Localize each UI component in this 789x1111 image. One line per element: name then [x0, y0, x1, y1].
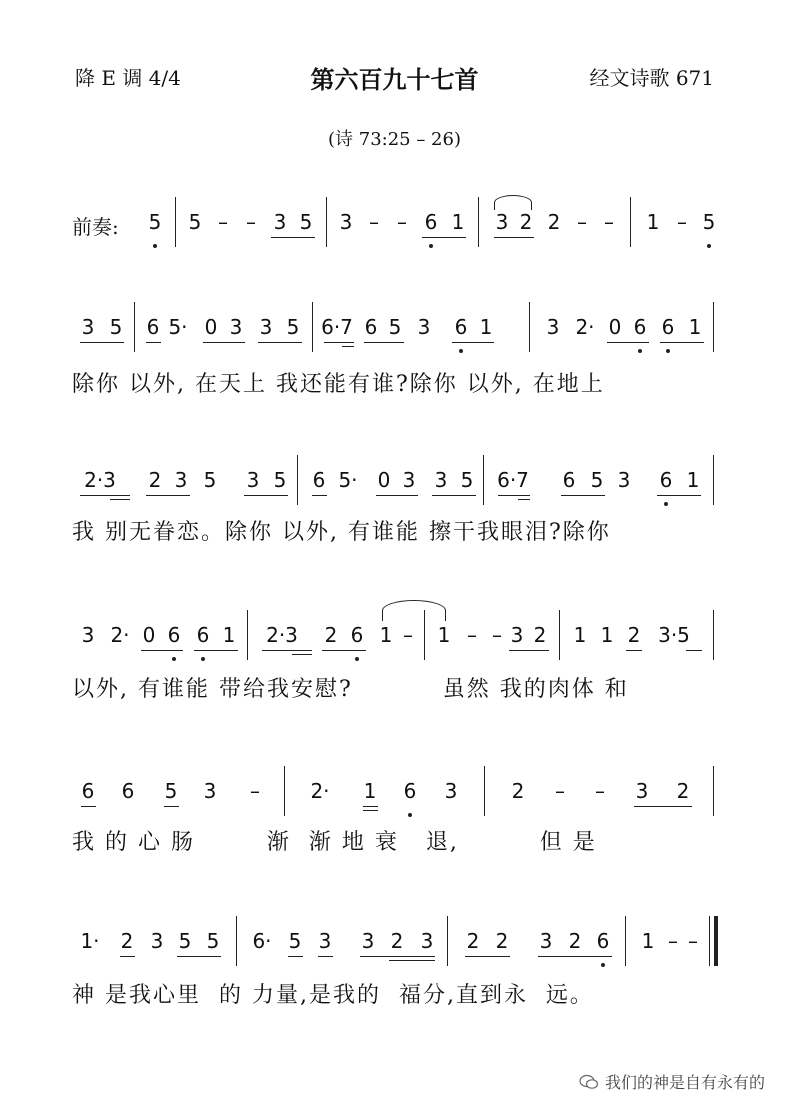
note: 5: [109, 315, 123, 339]
note: 6: [196, 623, 210, 647]
hymn-reference: 经文诗歌 671: [589, 66, 714, 90]
note: 3: [203, 779, 217, 803]
note: –: [688, 929, 698, 953]
note: 2: [120, 929, 134, 953]
note: 6: [562, 468, 576, 492]
note: 3: [174, 468, 188, 492]
note: 2: [511, 779, 525, 803]
beam: [363, 806, 378, 807]
note: –: [250, 779, 260, 803]
note: –: [677, 210, 687, 234]
note: 2: [676, 779, 690, 803]
beam: [360, 956, 435, 957]
note: 6·7: [321, 315, 353, 339]
beam: [146, 342, 161, 343]
beam: [271, 237, 315, 238]
note: 3: [434, 468, 448, 492]
beam: [494, 237, 534, 238]
note: 3·5: [658, 623, 690, 647]
beam: [657, 495, 701, 496]
beam: [80, 342, 124, 343]
note: 1: [437, 623, 451, 647]
beam: [177, 956, 221, 957]
beam: [626, 650, 642, 651]
barline: [713, 455, 714, 505]
note: 3: [150, 929, 164, 953]
note: 5: [460, 468, 474, 492]
beam: [194, 650, 238, 651]
note: 3: [259, 315, 273, 339]
low-octave-dot: [153, 244, 157, 248]
note: 2: [495, 929, 509, 953]
low-octave-dot: [459, 349, 463, 353]
barline: [247, 610, 248, 660]
note: 3: [546, 315, 560, 339]
barline: [447, 916, 448, 966]
note: 6: [659, 468, 673, 492]
beam: [244, 495, 288, 496]
key-time-signature: 降 E 调 4/4: [75, 66, 181, 90]
barline: [284, 766, 285, 816]
beam: [363, 810, 378, 811]
beam: [364, 342, 404, 343]
wechat-icon: [579, 1074, 599, 1090]
tie: [494, 195, 532, 210]
note: –: [595, 779, 605, 803]
barline: [713, 610, 714, 660]
beam: [110, 499, 130, 500]
beam: [422, 237, 466, 238]
note: 5: [164, 779, 178, 803]
note: –: [403, 623, 413, 647]
note: 2: [466, 929, 480, 953]
note: 5·: [338, 468, 358, 492]
note: 3: [635, 779, 649, 803]
beam: [322, 650, 366, 651]
beam: [452, 342, 494, 343]
note: 2: [568, 929, 582, 953]
note: –: [555, 779, 565, 803]
note: 2·3: [84, 468, 116, 492]
note: 0: [142, 623, 156, 647]
low-octave-dot: [664, 502, 668, 506]
beam: [376, 495, 418, 496]
beam: [634, 806, 692, 807]
note: 3: [81, 623, 95, 647]
note: 0: [204, 315, 218, 339]
note: 5: [288, 929, 302, 953]
beam: [342, 346, 354, 347]
note: 1: [646, 210, 660, 234]
note: 0: [608, 315, 622, 339]
low-octave-dot: [201, 657, 205, 661]
note: 5: [273, 468, 287, 492]
note: 1: [573, 623, 587, 647]
beam: [81, 806, 96, 807]
note: 6: [424, 210, 438, 234]
note: –: [246, 210, 256, 234]
note: 0: [377, 468, 391, 492]
barline: [134, 302, 135, 352]
tie: [382, 600, 446, 621]
note: 2: [547, 210, 561, 234]
note: 1: [451, 210, 465, 234]
low-octave-dot: [429, 244, 433, 248]
note: 5: [178, 929, 192, 953]
note: 5: [299, 210, 313, 234]
barline: [326, 197, 327, 247]
note: 2·3: [266, 623, 298, 647]
note: 5: [148, 210, 162, 234]
note: 5·: [168, 315, 188, 339]
note: 1: [379, 623, 393, 647]
barline: [483, 455, 484, 505]
note: 3: [273, 210, 287, 234]
note: 3: [617, 468, 631, 492]
beam: [146, 495, 190, 496]
barline: [312, 302, 313, 352]
note: –: [577, 210, 587, 234]
note: 6: [167, 623, 181, 647]
scripture-reference: (诗 73:25 – 26): [328, 129, 461, 150]
low-octave-dot: [172, 657, 176, 661]
note: –: [467, 623, 477, 647]
note: 1: [222, 623, 236, 647]
beam: [498, 495, 530, 496]
note: 6: [121, 779, 135, 803]
barline: [236, 916, 237, 966]
barline: [529, 302, 530, 352]
watermark: [579, 1070, 765, 1093]
note: 6: [403, 779, 417, 803]
note: –: [492, 623, 502, 647]
note: –: [369, 210, 379, 234]
beam: [607, 342, 649, 343]
note: 5: [188, 210, 202, 234]
note: 5: [388, 315, 402, 339]
note: 2·: [575, 315, 595, 339]
barline: [175, 197, 176, 247]
note: –: [218, 210, 228, 234]
note: 3: [361, 929, 375, 953]
lyrics-line-3: 以外, 有谁能 带给我安慰? 虽然 我的肉体 和: [72, 677, 629, 702]
note: 3: [495, 210, 509, 234]
beam: [288, 956, 303, 957]
note: 1: [479, 315, 493, 339]
note: 6: [146, 315, 160, 339]
final-barline-thick: [714, 916, 718, 966]
lyrics-line-5: 神 是我心里 的 力量,是我的 福分,直到永 远。: [72, 983, 594, 1008]
note: 2: [519, 210, 533, 234]
note: 5: [286, 315, 300, 339]
note: –: [397, 210, 407, 234]
note: 6: [350, 623, 364, 647]
lyrics-line-1: 除你 以外, 在天上 我还能有谁?除你 以外, 在地上: [72, 372, 605, 397]
note: 3: [539, 929, 553, 953]
low-octave-dot: [355, 657, 359, 661]
note: 6: [364, 315, 378, 339]
barline: [297, 455, 298, 505]
note: 2: [324, 623, 338, 647]
beam: [120, 956, 135, 957]
note: 1: [686, 468, 700, 492]
note: 1: [641, 929, 655, 953]
note: 5: [702, 210, 716, 234]
note: 1·: [80, 929, 100, 953]
note: 2: [390, 929, 404, 953]
beam: [164, 806, 179, 807]
barline: [559, 610, 560, 660]
final-barline-thin: [709, 916, 710, 966]
barline: [713, 766, 714, 816]
beam: [518, 499, 530, 500]
hymn-title: 第六百九十七首: [310, 66, 479, 94]
note: 6: [596, 929, 610, 953]
note: 3: [318, 929, 332, 953]
note: 3: [229, 315, 243, 339]
beam: [292, 654, 312, 655]
beam: [318, 956, 333, 957]
note: 2·: [310, 779, 330, 803]
note: 3: [402, 468, 416, 492]
beam: [660, 342, 704, 343]
low-octave-dot: [408, 813, 412, 817]
note: 2: [148, 468, 162, 492]
note: 3: [81, 315, 95, 339]
low-octave-dot: [638, 349, 642, 353]
note: 3: [444, 779, 458, 803]
note: 3: [420, 929, 434, 953]
note: 6: [633, 315, 647, 339]
beam: [203, 342, 245, 343]
note: 2·: [110, 623, 130, 647]
note: –: [604, 210, 614, 234]
beam: [465, 956, 510, 957]
note: 3: [339, 210, 353, 234]
beam: [561, 495, 605, 496]
low-octave-dot: [601, 963, 605, 967]
barline: [484, 766, 485, 816]
low-octave-dot: [707, 244, 711, 248]
beam: [312, 495, 327, 496]
note: 6·: [252, 929, 272, 953]
note: 6: [81, 779, 95, 803]
note: 2: [533, 623, 547, 647]
note: 5: [206, 929, 220, 953]
note: 5: [203, 468, 217, 492]
beam: [141, 650, 183, 651]
note: 1: [600, 623, 614, 647]
note: 1: [363, 779, 377, 803]
lyrics-line-2: 我 别无眷恋。除你 以外, 有谁能 擦干我眼泪?除你: [72, 520, 611, 545]
note: 2: [627, 623, 641, 647]
note: 5: [590, 468, 604, 492]
note: 6·7: [497, 468, 529, 492]
note: 1: [688, 315, 702, 339]
beam: [538, 956, 612, 957]
note: 6: [454, 315, 468, 339]
note: 6: [312, 468, 326, 492]
barline: [424, 610, 425, 660]
beam: [686, 650, 702, 651]
note: –: [668, 929, 678, 953]
beam: [258, 342, 302, 343]
beam: [509, 650, 549, 651]
barline: [625, 916, 626, 966]
beam: [389, 960, 435, 961]
barline: [478, 197, 479, 247]
watermark-text: 我们的神是自有永有的: [604, 1073, 765, 1092]
barline: [713, 302, 714, 352]
beam: [432, 495, 476, 496]
beam: [324, 342, 354, 343]
note: 3: [510, 623, 524, 647]
note: 6: [661, 315, 675, 339]
beam: [262, 650, 312, 651]
note: 3: [417, 315, 431, 339]
intro-label: 前奏:: [72, 215, 119, 239]
low-octave-dot: [666, 349, 670, 353]
beam: [80, 495, 130, 496]
lyrics-line-4: 我 的 心 肠 渐 渐 地 衰 退, 但 是: [72, 830, 597, 855]
note: 3: [246, 468, 260, 492]
barline: [630, 197, 631, 247]
